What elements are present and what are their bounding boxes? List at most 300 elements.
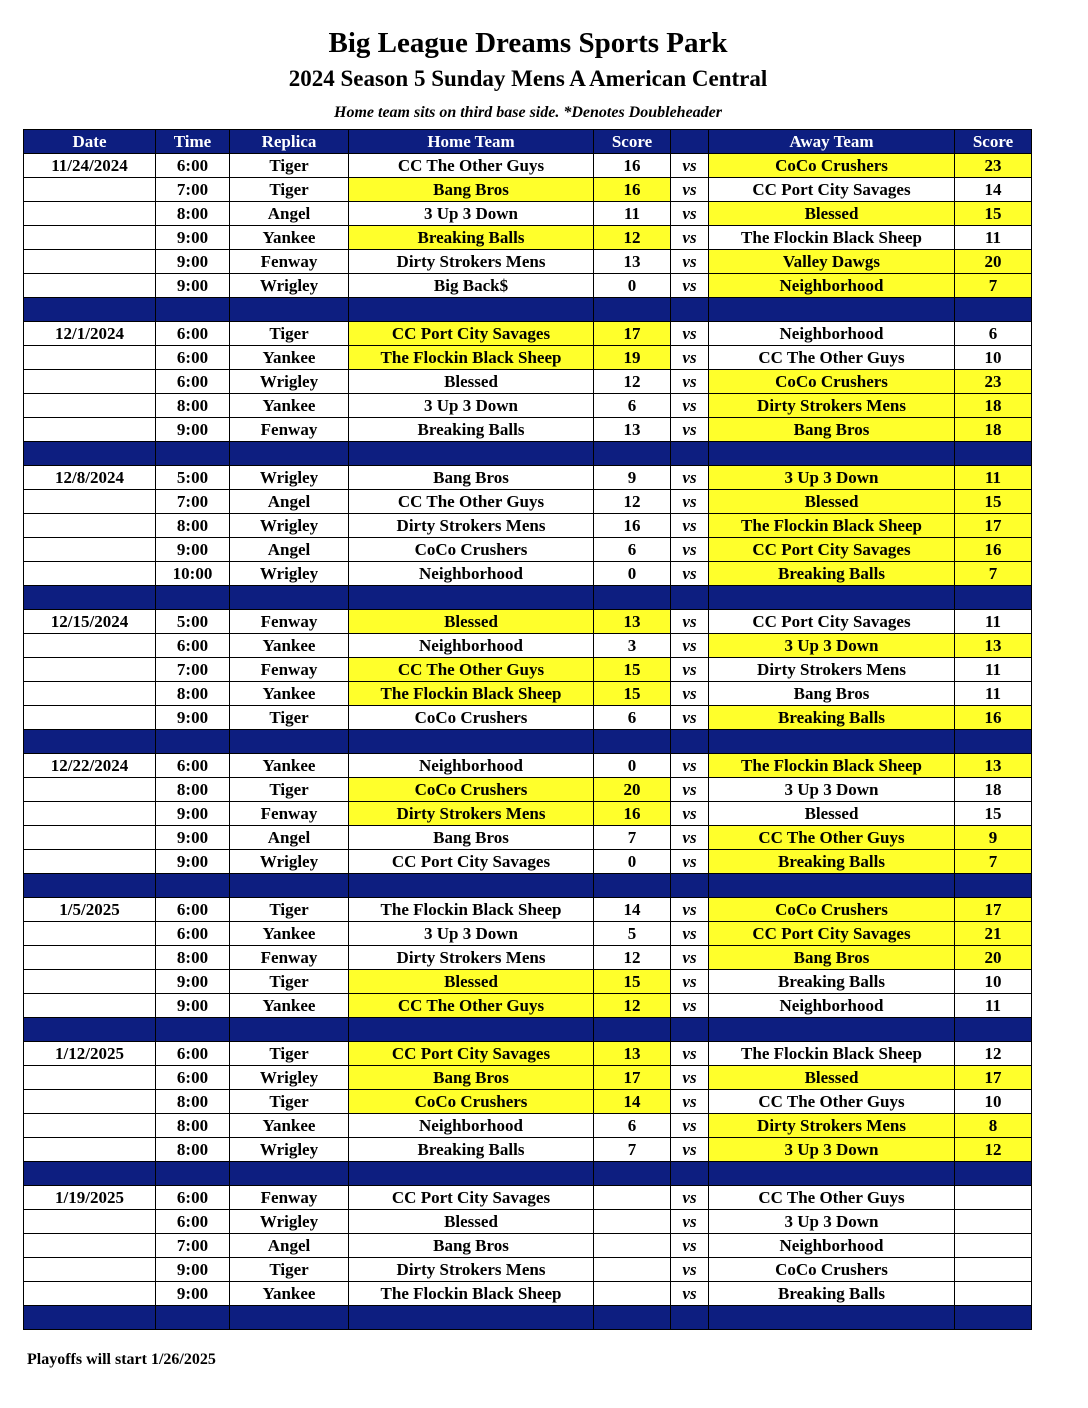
home-team-cell: Bang Bros <box>349 826 594 850</box>
home-team-cell: CC The Other Guys <box>349 994 594 1018</box>
vs-cell: vs <box>671 658 709 682</box>
home-team-cell: CoCo Crushers <box>349 778 594 802</box>
away-score-cell: 21 <box>955 922 1032 946</box>
date-cell <box>24 922 156 946</box>
vs-cell: vs <box>671 634 709 658</box>
time-cell: 8:00 <box>156 1090 230 1114</box>
week-separator-row <box>24 1018 1032 1042</box>
away-score-cell: 11 <box>955 466 1032 490</box>
date-cell: 1/12/2025 <box>24 1042 156 1066</box>
time-cell: 8:00 <box>156 514 230 538</box>
time-cell: 5:00 <box>156 610 230 634</box>
separator-cell <box>955 874 1032 898</box>
home-score-cell <box>594 1186 671 1210</box>
game-row <box>24 706 1032 730</box>
replica-cell: Yankee <box>230 994 349 1018</box>
home-score-cell <box>594 1258 671 1282</box>
home-score-cell: 15 <box>594 682 671 706</box>
time-cell: 7:00 <box>156 1234 230 1258</box>
home-score-cell: 6 <box>594 706 671 730</box>
away-score-cell: 7 <box>955 562 1032 586</box>
separator-cell <box>230 1162 349 1186</box>
vs-cell: vs <box>671 1234 709 1258</box>
away-team-cell: Blessed <box>709 490 955 514</box>
home-team-cell: Bang Bros <box>349 178 594 202</box>
game-row <box>24 490 1032 514</box>
separator-cell <box>24 1306 156 1330</box>
vs-cell: vs <box>671 1042 709 1066</box>
home-team-cell: Breaking Balls <box>349 1138 594 1162</box>
separator-cell <box>349 1162 594 1186</box>
away-score-cell: 10 <box>955 346 1032 370</box>
header-row <box>24 130 1032 154</box>
schedule-note: Home team sits on third base side. *Denotes Doubleheader <box>334 104 722 121</box>
home-score-cell: 19 <box>594 346 671 370</box>
game-row <box>24 538 1032 562</box>
replica-cell: Wrigley <box>230 370 349 394</box>
separator-cell <box>156 586 230 610</box>
vs-cell: vs <box>671 322 709 346</box>
vs-cell: vs <box>671 226 709 250</box>
away-score-cell: 15 <box>955 490 1032 514</box>
home-team-cell: Breaking Balls <box>349 418 594 442</box>
away-score-cell: 12 <box>955 1138 1032 1162</box>
game-row <box>24 1210 1032 1234</box>
game-row <box>24 1186 1032 1210</box>
game-row <box>24 178 1032 202</box>
replica-cell: Yankee <box>230 922 349 946</box>
away-score-cell: 11 <box>955 610 1032 634</box>
separator-cell <box>709 298 955 322</box>
vs-cell: vs <box>671 1090 709 1114</box>
vs-cell: vs <box>671 1282 709 1306</box>
away-score-cell <box>955 1186 1032 1210</box>
vs-cell: vs <box>671 370 709 394</box>
game-row <box>24 1042 1032 1066</box>
replica-cell: Fenway <box>230 802 349 826</box>
game-row <box>24 1234 1032 1258</box>
vs-cell: vs <box>671 538 709 562</box>
separator-cell <box>24 586 156 610</box>
vs-cell: vs <box>671 994 709 1018</box>
home-team-cell: The Flockin Black Sheep <box>349 1282 594 1306</box>
replica-cell: Tiger <box>230 322 349 346</box>
separator-cell <box>349 730 594 754</box>
date-cell <box>24 1066 156 1090</box>
game-row <box>24 754 1032 778</box>
home-team-cell: CC The Other Guys <box>349 490 594 514</box>
game-row <box>24 1258 1032 1282</box>
away-score-cell <box>955 1258 1032 1282</box>
away-team-cell: 3 Up 3 Down <box>709 1138 955 1162</box>
replica-cell: Angel <box>230 538 349 562</box>
away-score-cell: 20 <box>955 250 1032 274</box>
replica-cell: Angel <box>230 490 349 514</box>
replica-cell: Tiger <box>230 1258 349 1282</box>
game-row <box>24 946 1032 970</box>
replica-cell: Tiger <box>230 898 349 922</box>
time-cell: 9:00 <box>156 1258 230 1282</box>
vs-cell: vs <box>671 1114 709 1138</box>
game-row <box>24 202 1032 226</box>
home-team-cell: Bang Bros <box>349 466 594 490</box>
time-cell: 6:00 <box>156 370 230 394</box>
game-row <box>24 826 1032 850</box>
game-row <box>24 1066 1032 1090</box>
replica-cell: Yankee <box>230 346 349 370</box>
replica-cell: Fenway <box>230 418 349 442</box>
separator-cell <box>349 874 594 898</box>
week-separator-row <box>24 1306 1032 1330</box>
separator-cell <box>230 298 349 322</box>
date-cell: 12/8/2024 <box>24 466 156 490</box>
separator-cell <box>594 1306 671 1330</box>
vs-cell: vs <box>671 418 709 442</box>
replica-cell: Wrigley <box>230 1138 349 1162</box>
replica-cell: Tiger <box>230 706 349 730</box>
vs-cell: vs <box>671 1138 709 1162</box>
time-cell: 6:00 <box>156 754 230 778</box>
vs-cell: vs <box>671 682 709 706</box>
game-row <box>24 418 1032 442</box>
separator-cell <box>24 442 156 466</box>
away-team-cell: CoCo Crushers <box>709 898 955 922</box>
vs-cell: vs <box>671 922 709 946</box>
week-separator-row <box>24 1162 1032 1186</box>
home-team-cell: CoCo Crushers <box>349 538 594 562</box>
date-cell <box>24 418 156 442</box>
date-cell <box>24 1258 156 1282</box>
away-team-cell: Neighborhood <box>709 274 955 298</box>
home-team-cell: 3 Up 3 Down <box>349 202 594 226</box>
week-separator-row <box>24 874 1032 898</box>
away-score-cell: 16 <box>955 706 1032 730</box>
game-row <box>24 274 1032 298</box>
separator-cell <box>349 1306 594 1330</box>
away-score-cell: 10 <box>955 970 1032 994</box>
separator-cell <box>671 298 709 322</box>
separator-cell <box>156 874 230 898</box>
separator-cell <box>349 442 594 466</box>
vs-cell: vs <box>671 490 709 514</box>
separator-cell <box>24 730 156 754</box>
home-team-cell: CC Port City Savages <box>349 1042 594 1066</box>
home-score-cell: 16 <box>594 178 671 202</box>
separator-cell <box>230 1018 349 1042</box>
date-cell <box>24 850 156 874</box>
home-score-cell <box>594 1210 671 1234</box>
away-team-cell: Breaking Balls <box>709 1282 955 1306</box>
vs-cell: vs <box>671 250 709 274</box>
home-score-cell: 3 <box>594 634 671 658</box>
away-score-cell: 17 <box>955 898 1032 922</box>
vs-cell: vs <box>671 754 709 778</box>
away-team-cell: The Flockin Black Sheep <box>709 1042 955 1066</box>
separator-cell <box>594 730 671 754</box>
away-team-cell: CC The Other Guys <box>709 826 955 850</box>
home-score-cell: 12 <box>594 994 671 1018</box>
date-cell: 1/19/2025 <box>24 1186 156 1210</box>
away-team-cell: Breaking Balls <box>709 706 955 730</box>
away-team-cell: Valley Dawgs <box>709 250 955 274</box>
date-cell <box>24 394 156 418</box>
home-team-cell: CC Port City Savages <box>349 322 594 346</box>
vs-cell: vs <box>671 202 709 226</box>
away-team-cell: Neighborhood <box>709 322 955 346</box>
replica-cell: Fenway <box>230 250 349 274</box>
header-away-score: Score <box>955 130 1032 154</box>
date-cell: 11/24/2024 <box>24 154 156 178</box>
away-score-cell: 15 <box>955 202 1032 226</box>
time-cell: 9:00 <box>156 250 230 274</box>
separator-cell <box>955 298 1032 322</box>
time-cell: 6:00 <box>156 898 230 922</box>
away-score-cell: 6 <box>955 322 1032 346</box>
separator-cell <box>955 1306 1032 1330</box>
home-score-cell: 14 <box>594 1090 671 1114</box>
replica-cell: Wrigley <box>230 1210 349 1234</box>
game-row <box>24 346 1032 370</box>
time-cell: 8:00 <box>156 778 230 802</box>
away-score-cell: 20 <box>955 946 1032 970</box>
replica-cell: Tiger <box>230 1090 349 1114</box>
away-team-cell: Neighborhood <box>709 994 955 1018</box>
date-cell <box>24 634 156 658</box>
separator-cell <box>709 1018 955 1042</box>
replica-cell: Tiger <box>230 154 349 178</box>
time-cell: 8:00 <box>156 1138 230 1162</box>
replica-cell: Angel <box>230 826 349 850</box>
vs-cell: vs <box>671 562 709 586</box>
away-team-cell: The Flockin Black Sheep <box>709 754 955 778</box>
away-team-cell: Dirty Strokers Mens <box>709 658 955 682</box>
date-cell <box>24 1234 156 1258</box>
time-cell: 9:00 <box>156 802 230 826</box>
date-cell <box>24 562 156 586</box>
header-time: Time <box>156 130 230 154</box>
separator-cell <box>156 442 230 466</box>
home-team-cell: Blessed <box>349 370 594 394</box>
home-team-cell: The Flockin Black Sheep <box>349 898 594 922</box>
away-team-cell: Breaking Balls <box>709 850 955 874</box>
separator-cell <box>24 1018 156 1042</box>
time-cell: 5:00 <box>156 466 230 490</box>
home-score-cell: 6 <box>594 1114 671 1138</box>
away-score-cell: 11 <box>955 658 1032 682</box>
date-cell <box>24 250 156 274</box>
header-replica: Replica <box>230 130 349 154</box>
away-score-cell: 13 <box>955 754 1032 778</box>
time-cell: 9:00 <box>156 994 230 1018</box>
replica-cell: Angel <box>230 1234 349 1258</box>
date-cell <box>24 682 156 706</box>
away-team-cell: CC Port City Savages <box>709 178 955 202</box>
away-score-cell: 18 <box>955 418 1032 442</box>
time-cell: 8:00 <box>156 1114 230 1138</box>
separator-cell <box>709 730 955 754</box>
away-score-cell: 23 <box>955 154 1032 178</box>
replica-cell: Wrigley <box>230 562 349 586</box>
away-score-cell: 12 <box>955 1042 1032 1066</box>
game-row <box>24 250 1032 274</box>
separator-cell <box>230 442 349 466</box>
away-score-cell <box>955 1282 1032 1306</box>
date-cell <box>24 1210 156 1234</box>
home-team-cell: CC Port City Savages <box>349 850 594 874</box>
separator-cell <box>671 874 709 898</box>
vs-cell: vs <box>671 154 709 178</box>
time-cell: 10:00 <box>156 562 230 586</box>
away-team-cell: CC Port City Savages <box>709 922 955 946</box>
replica-cell: Fenway <box>230 610 349 634</box>
date-cell <box>24 490 156 514</box>
home-team-cell: Neighborhood <box>349 754 594 778</box>
home-team-cell: Blessed <box>349 610 594 634</box>
away-team-cell: 3 Up 3 Down <box>709 1210 955 1234</box>
time-cell: 8:00 <box>156 202 230 226</box>
away-team-cell: Neighborhood <box>709 1234 955 1258</box>
home-score-cell: 9 <box>594 466 671 490</box>
time-cell: 6:00 <box>156 634 230 658</box>
game-row <box>24 562 1032 586</box>
game-row <box>24 514 1032 538</box>
home-score-cell: 13 <box>594 610 671 634</box>
date-cell <box>24 658 156 682</box>
away-team-cell: Bang Bros <box>709 682 955 706</box>
game-row <box>24 610 1032 634</box>
game-row <box>24 1282 1032 1306</box>
away-score-cell: 16 <box>955 538 1032 562</box>
vs-cell: vs <box>671 610 709 634</box>
away-score-cell: 17 <box>955 514 1032 538</box>
date-cell <box>24 970 156 994</box>
vs-cell: vs <box>671 274 709 298</box>
away-team-cell: Bang Bros <box>709 418 955 442</box>
home-score-cell: 12 <box>594 370 671 394</box>
vs-cell: vs <box>671 898 709 922</box>
vs-cell: vs <box>671 1066 709 1090</box>
game-row <box>24 370 1032 394</box>
game-row <box>24 634 1032 658</box>
game-row <box>24 658 1032 682</box>
time-cell: 6:00 <box>156 154 230 178</box>
replica-cell: Fenway <box>230 1186 349 1210</box>
home-team-cell: The Flockin Black Sheep <box>349 682 594 706</box>
replica-cell: Tiger <box>230 970 349 994</box>
separator-cell <box>230 1306 349 1330</box>
separator-cell <box>594 1162 671 1186</box>
home-score-cell: 13 <box>594 250 671 274</box>
time-cell: 6:00 <box>156 1066 230 1090</box>
vs-cell: vs <box>671 1258 709 1282</box>
separator-cell <box>955 1162 1032 1186</box>
separator-cell <box>24 298 156 322</box>
away-team-cell: 3 Up 3 Down <box>709 778 955 802</box>
game-row <box>24 394 1032 418</box>
vs-cell: vs <box>671 1186 709 1210</box>
date-cell <box>24 994 156 1018</box>
home-team-cell: CoCo Crushers <box>349 1090 594 1114</box>
away-score-cell: 8 <box>955 1114 1032 1138</box>
time-cell: 8:00 <box>156 682 230 706</box>
date-cell <box>24 946 156 970</box>
home-score-cell: 7 <box>594 826 671 850</box>
home-score-cell: 7 <box>594 1138 671 1162</box>
replica-cell: Fenway <box>230 658 349 682</box>
date-cell <box>24 226 156 250</box>
page-subtitle: 2024 Season 5 Sunday Mens A American Central <box>288 66 768 91</box>
game-row <box>24 802 1032 826</box>
away-team-cell: Bang Bros <box>709 946 955 970</box>
date-cell <box>24 370 156 394</box>
game-row <box>24 466 1032 490</box>
time-cell: 8:00 <box>156 394 230 418</box>
away-team-cell: Breaking Balls <box>709 970 955 994</box>
separator-cell <box>709 1162 955 1186</box>
replica-cell: Wrigley <box>230 850 349 874</box>
time-cell: 7:00 <box>156 490 230 514</box>
date-cell: 12/22/2024 <box>24 754 156 778</box>
away-team-cell: Breaking Balls <box>709 562 955 586</box>
separator-cell <box>594 442 671 466</box>
home-team-cell: 3 Up 3 Down <box>349 394 594 418</box>
replica-cell: Yankee <box>230 634 349 658</box>
away-score-cell: 15 <box>955 802 1032 826</box>
date-cell <box>24 346 156 370</box>
away-team-cell: CC Port City Savages <box>709 610 955 634</box>
separator-cell <box>24 1162 156 1186</box>
time-cell: 6:00 <box>156 922 230 946</box>
time-cell: 9:00 <box>156 1282 230 1306</box>
header-home-team: Home Team <box>349 130 594 154</box>
home-score-cell: 0 <box>594 562 671 586</box>
away-team-cell: Blessed <box>709 1066 955 1090</box>
time-cell: 9:00 <box>156 418 230 442</box>
away-team-cell: 3 Up 3 Down <box>709 466 955 490</box>
home-team-cell: Dirty Strokers Mens <box>349 946 594 970</box>
separator-cell <box>349 586 594 610</box>
replica-cell: Tiger <box>230 1042 349 1066</box>
separator-cell <box>156 1018 230 1042</box>
separator-cell <box>709 874 955 898</box>
home-score-cell: 20 <box>594 778 671 802</box>
date-cell <box>24 1282 156 1306</box>
date-cell: 12/1/2024 <box>24 322 156 346</box>
separator-cell <box>594 298 671 322</box>
separator-cell <box>709 586 955 610</box>
replica-cell: Yankee <box>230 754 349 778</box>
separator-cell <box>230 586 349 610</box>
separator-cell <box>955 1018 1032 1042</box>
separator-cell <box>955 586 1032 610</box>
vs-cell: vs <box>671 1210 709 1234</box>
away-team-cell: Blessed <box>709 802 955 826</box>
replica-cell: Tiger <box>230 178 349 202</box>
time-cell: 6:00 <box>156 322 230 346</box>
time-cell: 9:00 <box>156 226 230 250</box>
game-row <box>24 922 1032 946</box>
home-team-cell: Breaking Balls <box>349 226 594 250</box>
home-score-cell: 12 <box>594 490 671 514</box>
home-score-cell: 16 <box>594 802 671 826</box>
week-separator-row <box>24 730 1032 754</box>
vs-cell: vs <box>671 346 709 370</box>
time-cell: 7:00 <box>156 658 230 682</box>
home-team-cell: Bang Bros <box>349 1066 594 1090</box>
home-team-cell: Neighborhood <box>349 634 594 658</box>
time-cell: 6:00 <box>156 1042 230 1066</box>
home-score-cell: 11 <box>594 202 671 226</box>
